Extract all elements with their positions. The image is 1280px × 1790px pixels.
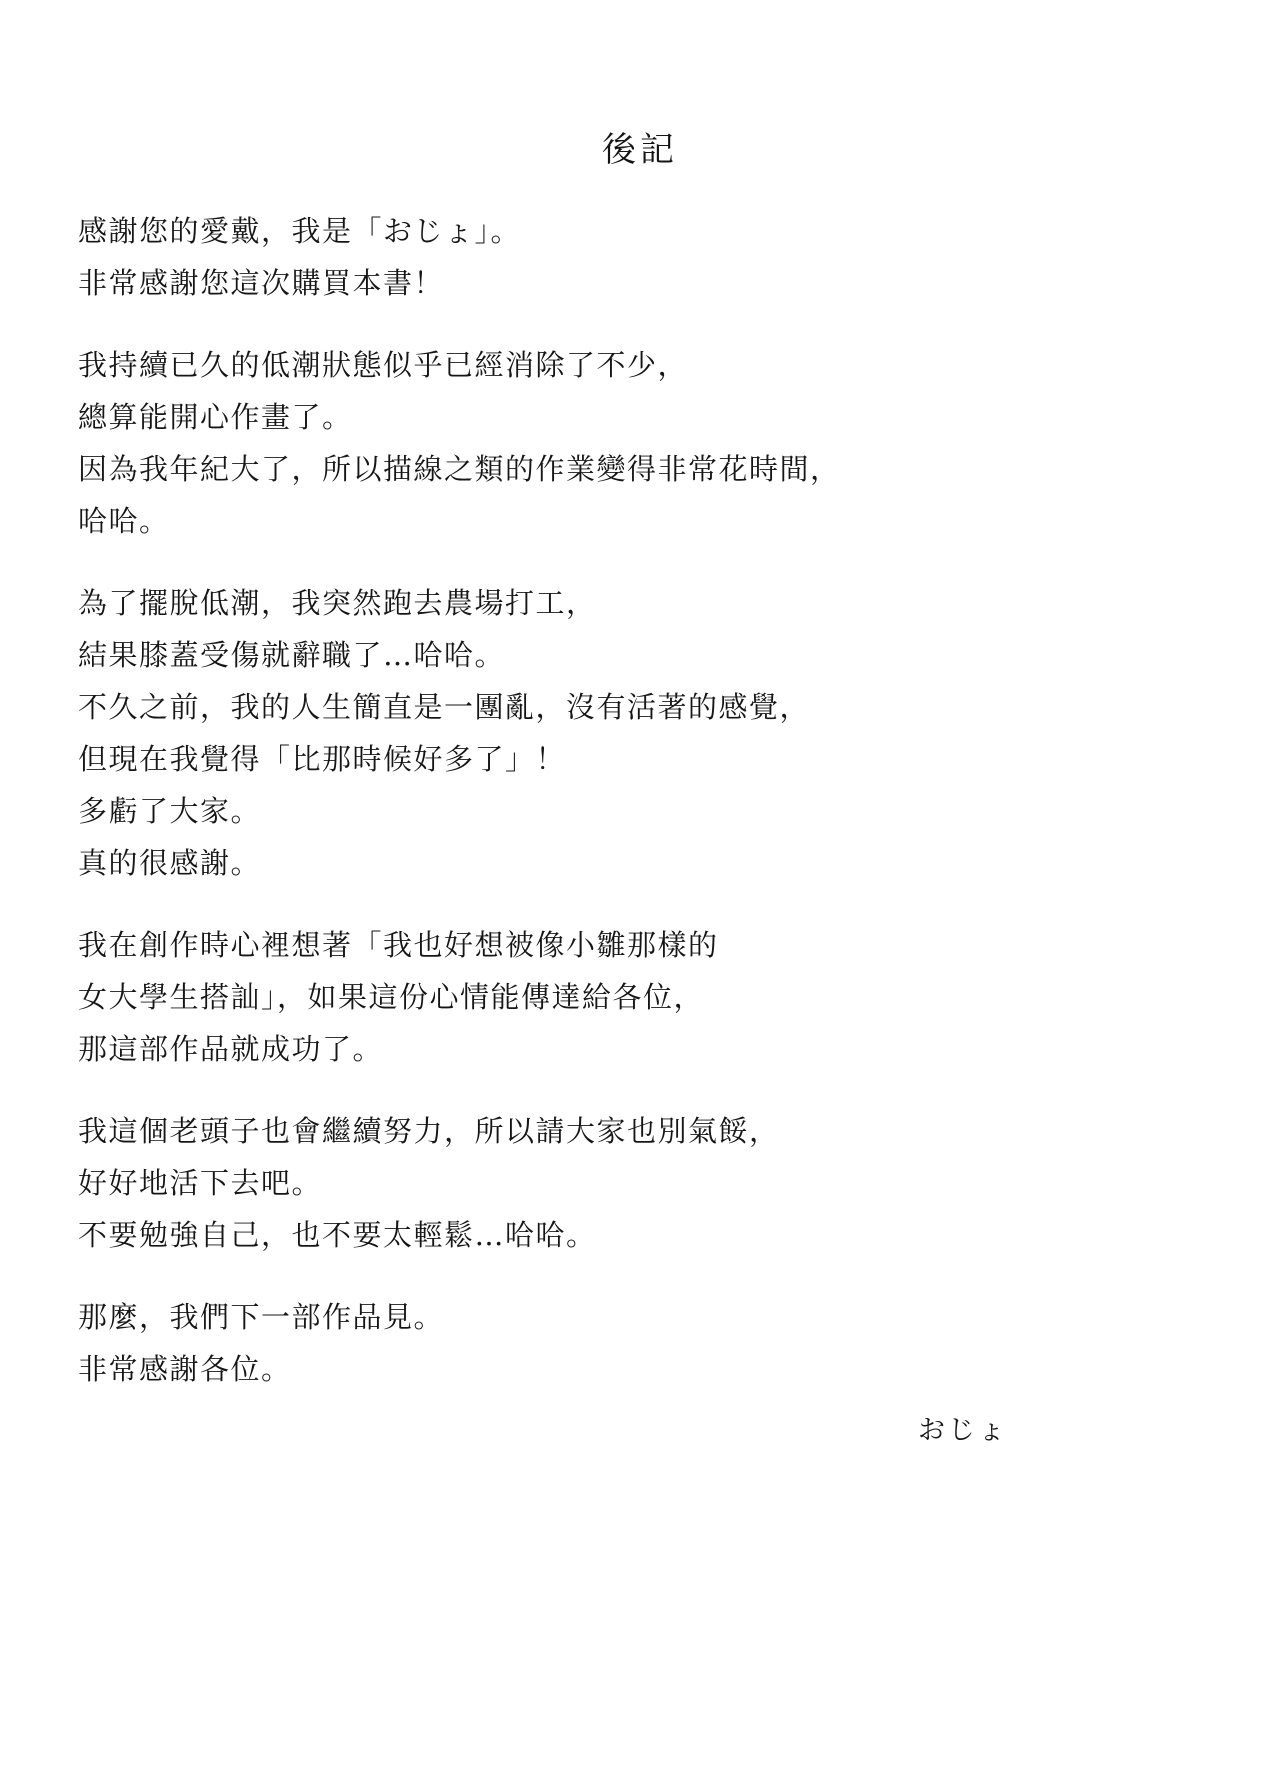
text-line: 好好地活下去吧。 [78,1166,323,1200]
text-line: 真的很感謝。 [78,846,262,880]
paragraph-greeting [78,205,1198,309]
paragraph-farm-job [78,577,1198,889]
paragraph-creation-feelings [78,919,1198,1075]
text-line: 感謝您的愛戴，我是「おじょ」。 [78,214,522,248]
paragraph-closing [78,1291,1198,1395]
page-title: 後記 [602,130,678,170]
text-line: 為了擺脫低潮，我突然跑去農場打工， [78,586,597,620]
text-line: 結果膝蓋受傷就辭職了…哈哈。 [78,638,506,672]
text-line: 哈哈。 [78,504,170,538]
text-line: 不要勉強自己，也不要太輕鬆…哈哈。 [78,1218,597,1252]
text-line: 不久之前，我的人生簡直是一團亂，沒有活著的感覺， [78,690,811,724]
text-line: 非常感謝您這次購買本書！ [78,266,445,300]
text-line: 但現在我覺得「比那時候好多了」！ [78,742,567,776]
paragraph-encouragement [78,1105,1198,1261]
paragraph-mood-recovery [78,339,1198,547]
text-line: 因為我年紀大了，所以描線之類的作業變得非常花時間， [78,452,841,486]
text-line: 我持續已久的低潮狀態似乎已經消除了不少， [78,348,689,382]
text-line: 那麼，我們下一部作品見。 [78,1300,445,1334]
text-line: 那這部作品就成功了。 [78,1032,384,1066]
text-line: 總算能開心作畫了。 [78,400,353,434]
afterword-body [78,205,1198,1395]
text-line: 我這個老頭子也會繼續努力，所以請大家也別氣餒， [78,1114,780,1148]
author-signature: おじょ [918,1415,1008,1446]
text-line: 我在創作時心裡想著「我也好想被像小雛那樣的 [78,928,719,962]
text-line: 女大學生搭訕」，如果這份心情能傳達給各位， [78,980,705,1014]
text-line: 非常感謝各位。 [78,1352,292,1386]
text-line: 多虧了大家。 [78,794,262,828]
